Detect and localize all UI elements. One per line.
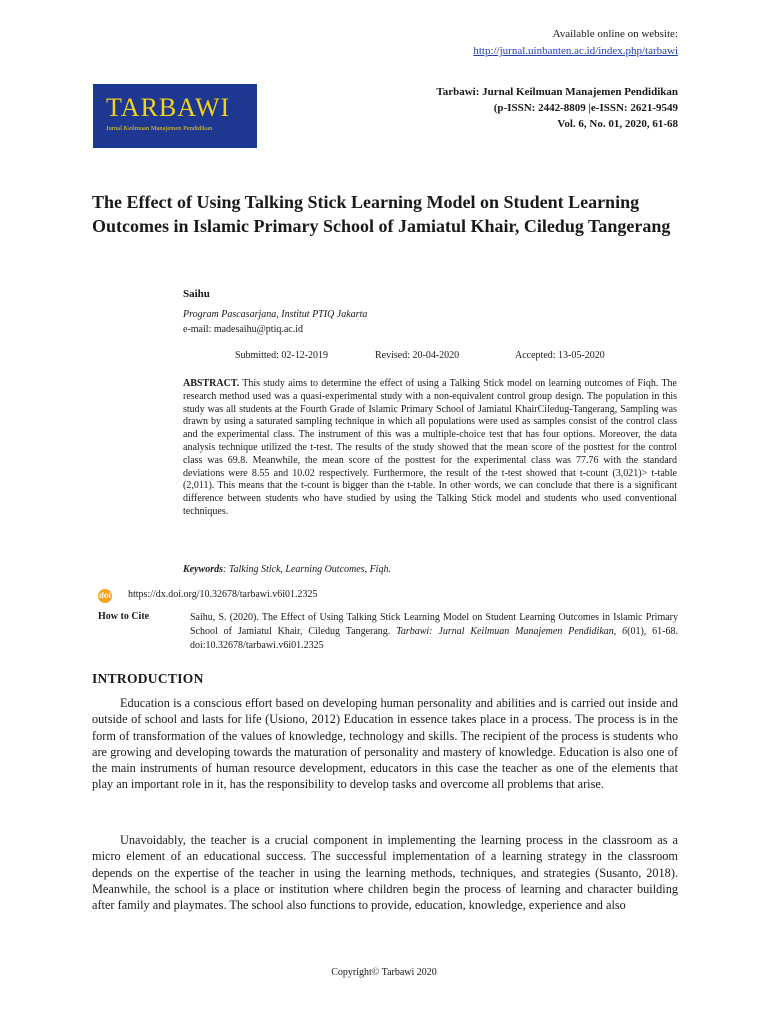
intro-paragraph-2: Unavoidably, the teacher is a crucial component in implementing the learning process in the classroom as a micro element of an educational success. The successful implementation of a learning strategy in the classroom depends on the expertise of the teacher in using the learning methods, techniques, and strategies (Susanto, 2018). Meanwhile, the school is a place or institution where children begin the process of learning and character building after family and playmates. The school also functions to provide, education, knowledge, experience and also	[92, 833, 678, 913]
available-label: Available online on website:	[552, 28, 678, 40]
abstract-text: This study aims to determine the effect of using a Talking Stick model on learning outcomes of Fiqh. The research method used was a quasi-experimental study with a non-equivalent control group design. The population in this study was all students at the Fourth Grade of Islamic Primary School of Jamiatul KhairCiledug-Tangerang, Sampling was drawn by using a saturated sampling technique in which all populations were used as samples consist of the control class and the experimental class. The instrument of this was a multiple-choice test that has four options. Moreover, the data analysis technique utilized the t-test. The results of the study showed that the mean score of the posttest for the control class was 69.8. Meanwhile, the mean score of the posttest for the experimental class was 77.76 with the standard deviations were 8.55 and 10.02 respectively. Furthermore, the result of the t-test showed that t-count (3,021)> t-table (2,011). This means that the t-count is bigger than the t-table. In other words, we can conclude that there is a significant difference between students who have studied by using the Talking Stick model and students who used conventional techniques.	[183, 378, 677, 517]
abstract	[183, 378, 677, 519]
keywords	[183, 564, 391, 575]
accepted-date: Accepted: 13-05-2020	[515, 350, 605, 361]
journal-issn: (p-ISSN: 2442-8809 |e-ISSN: 2621-9549	[493, 102, 678, 114]
journal-volume: Vol. 6, No. 01, 2020, 61-68	[557, 118, 678, 130]
journal-info	[436, 84, 678, 132]
abstract-label: ABSTRACT.	[183, 378, 240, 389]
keywords-label: Keywords	[183, 564, 223, 575]
keywords-text: : Talking Stick, Learning Outcomes, Fiqh.	[223, 564, 391, 575]
citation-issue: (01), 61-68. doi:10.32678/tarbawi.v6i01.2325	[190, 626, 679, 651]
intro-paragraph-1: Education is a conscious effort based on developing human personality and abilities and is carried out inside and outside of school and lasts for life (Usiono, 2012) Education in essence takes place in a process. The process is in the form of transformation of the values of knowledge, technology and skills. The recipient of the process is students who are growing and developing towards the maturation of personality and mastery of knowledge. Education is also one of the main instruments of human resource development, educators in this case the teacher as one of the elements that play an important role in it, has the responsibility to develop tasks and overcome all problems that arise.	[92, 696, 678, 792]
article-title: The Effect of Using Talking Stick Learning Model on Student Learning Outcomes in Islamic Primary School of Jamiatul Khair, Ciledug Tangerang	[92, 192, 671, 236]
citation	[190, 611, 678, 653]
logo-title: TARBAWI	[106, 93, 231, 122]
journal-logo	[93, 84, 257, 148]
how-to-cite-label: How to Cite	[98, 611, 150, 622]
copyright-footer: Copyright© Tarbawi 2020	[331, 967, 437, 978]
citation-text: Saihu, S. (2020). The Effect of Using Talking Stick Learning Model on Student Learning Outcomes in Islamic Primary School of Jamiatul Khair, Ciledug Tangerang.	[190, 612, 678, 637]
revised-date: Revised: 20-04-2020	[375, 350, 460, 361]
availability-block	[473, 26, 678, 60]
citation-journal: Tarbawi: Jurnal Keilmuan Manajemen Pendidikan, 6	[396, 626, 628, 637]
author-affiliation: Program Pascasarjana, Institut PTIQ Jakarta	[183, 309, 368, 320]
doi-link[interactable]: https://dx.doi.org/10.32678/tarbawi.v6i01.2325	[128, 589, 318, 600]
submitted-date: Submitted: 02-12-2019	[235, 350, 329, 361]
website-link[interactable]: http://jurnal.uinbanten.ac.id/index.php/tarbawi	[473, 45, 678, 57]
logo-subtitle: Jurnal Keilmuan Manajemen Pendidikan	[106, 125, 213, 132]
doi-icon: doi	[98, 589, 112, 603]
introduction-heading: INTRODUCTION	[92, 671, 204, 686]
author-email: e-mail: madesaihu@ptiq.ac.id	[183, 324, 304, 335]
author-name: Saihu	[183, 288, 210, 300]
article-dates	[235, 350, 605, 361]
journal-name: Tarbawi: Jurnal Keilmuan Manajemen Pendidikan	[436, 86, 678, 98]
